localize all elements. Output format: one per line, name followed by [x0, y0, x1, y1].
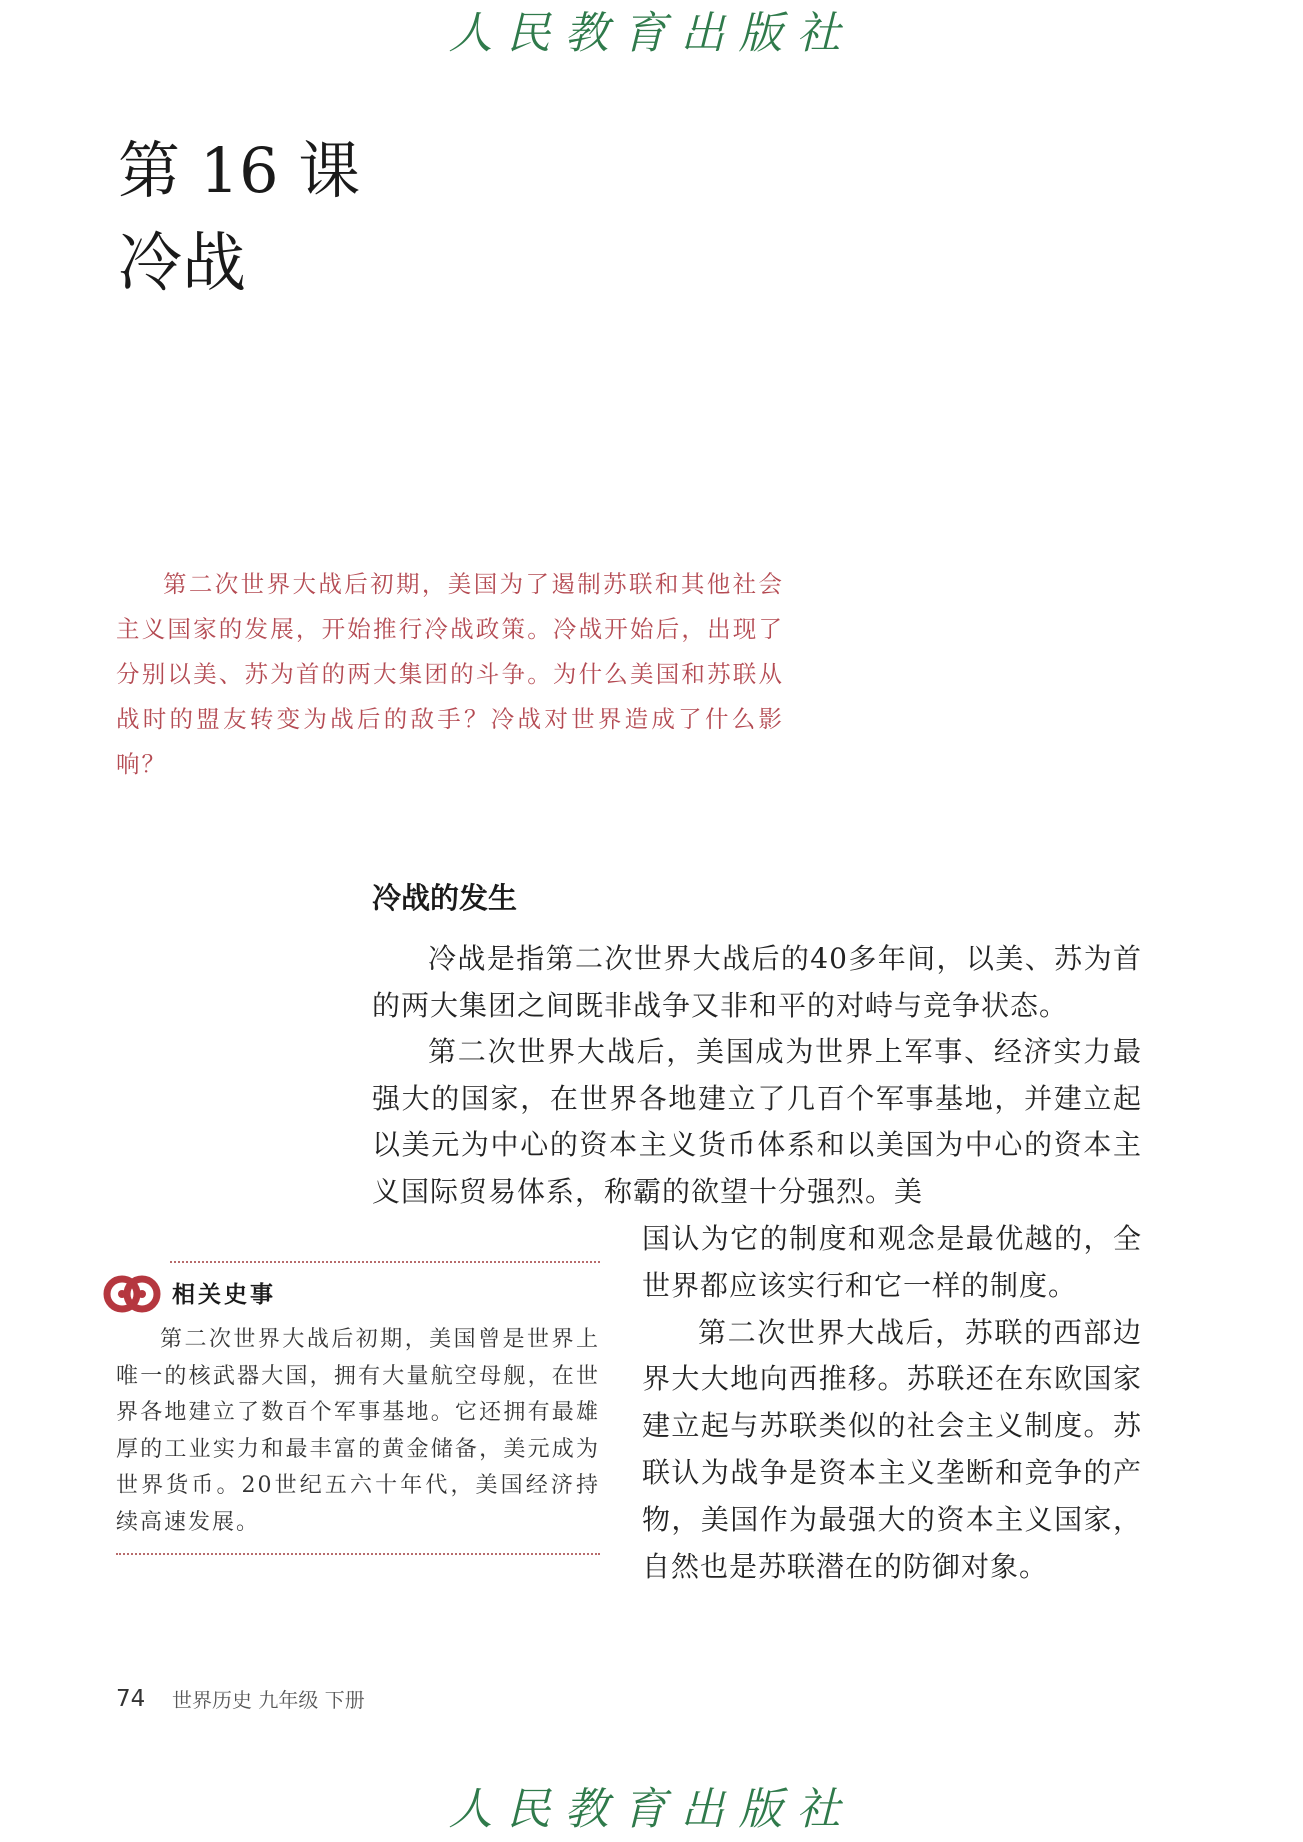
section-heading: 冷战的发生 [372, 881, 518, 915]
lesson-title: 冷战 [118, 227, 246, 301]
sidebar-body [116, 1322, 600, 1541]
sidebar-text: 第二次世界大战后初期，美国曾是世界上唯一的核武器大国，拥有大量航空母舰，在世界各地建立了数百个军事基地。它还拥有最雄厚的工业实力和最丰富的黄金储备，美元成为世界货币。20世纪五六十年代，美国经济持续高速发展。 [116, 1327, 600, 1535]
lesson-intro [116, 562, 784, 787]
related-history-icon [100, 1262, 164, 1326]
paragraph-2-part-1: 第二次世界大战后，美国成为世界上军事、经济实力最强大的国家，在世界各地建立了几百个军事基地，并建立起以美元为中心的资本主义货币体系和以美国为中心的资本主义国际贸易体系，称霸的欲望十分强烈。美 [372, 1035, 1142, 1208]
paragraph-3: 第二次世界大战后，苏联的西部边界大大地向西推移。苏联还在东欧国家建立起与苏联类似的社会主义制度。苏联认为战争是资本主义垄断和竞争的产物，美国作为最强大的资本主义国家，自然也是苏联潜在的防御对象。 [642, 1315, 1142, 1583]
sidebar-title: 相关史事 [172, 1282, 276, 1308]
body-column-narrow [642, 1216, 1142, 1590]
lesson-number: 第 16 课 [118, 134, 361, 207]
body-column-wide [372, 936, 1142, 1215]
intro-text: 第二次世界大战后初期，美国为了遏制苏联和其他社会主义国家的发展，开始推行冷战政策。冷战开始后，出现了分别以美、苏为首的两大集团的斗争。为什么美国和苏联从战时的盟友转变为战后的敌手？冷战对世界造成了什么影响？ [116, 570, 784, 778]
paragraph-1: 冷战是指第二次世界大战后的40多年间，以美、苏为首的两大集团之间既非战争又非和平的对峙与竞争状态。 [372, 942, 1142, 1022]
sidebar-top-rule [170, 1261, 600, 1263]
paragraph-2-part-2: 国认为它的制度和观念是最优越的，全世界都应该实行和它一样的制度。 [642, 1222, 1142, 1302]
book-title: 世界历史 九年级 下册 [172, 1688, 365, 1712]
sidebar-bottom-rule [116, 1553, 600, 1555]
publisher-logo-top: 人民教育出版社 [448, 8, 855, 59]
publisher-logo-bottom: 人民教育出版社 [448, 1784, 855, 1835]
page-number: 74 [116, 1686, 146, 1712]
